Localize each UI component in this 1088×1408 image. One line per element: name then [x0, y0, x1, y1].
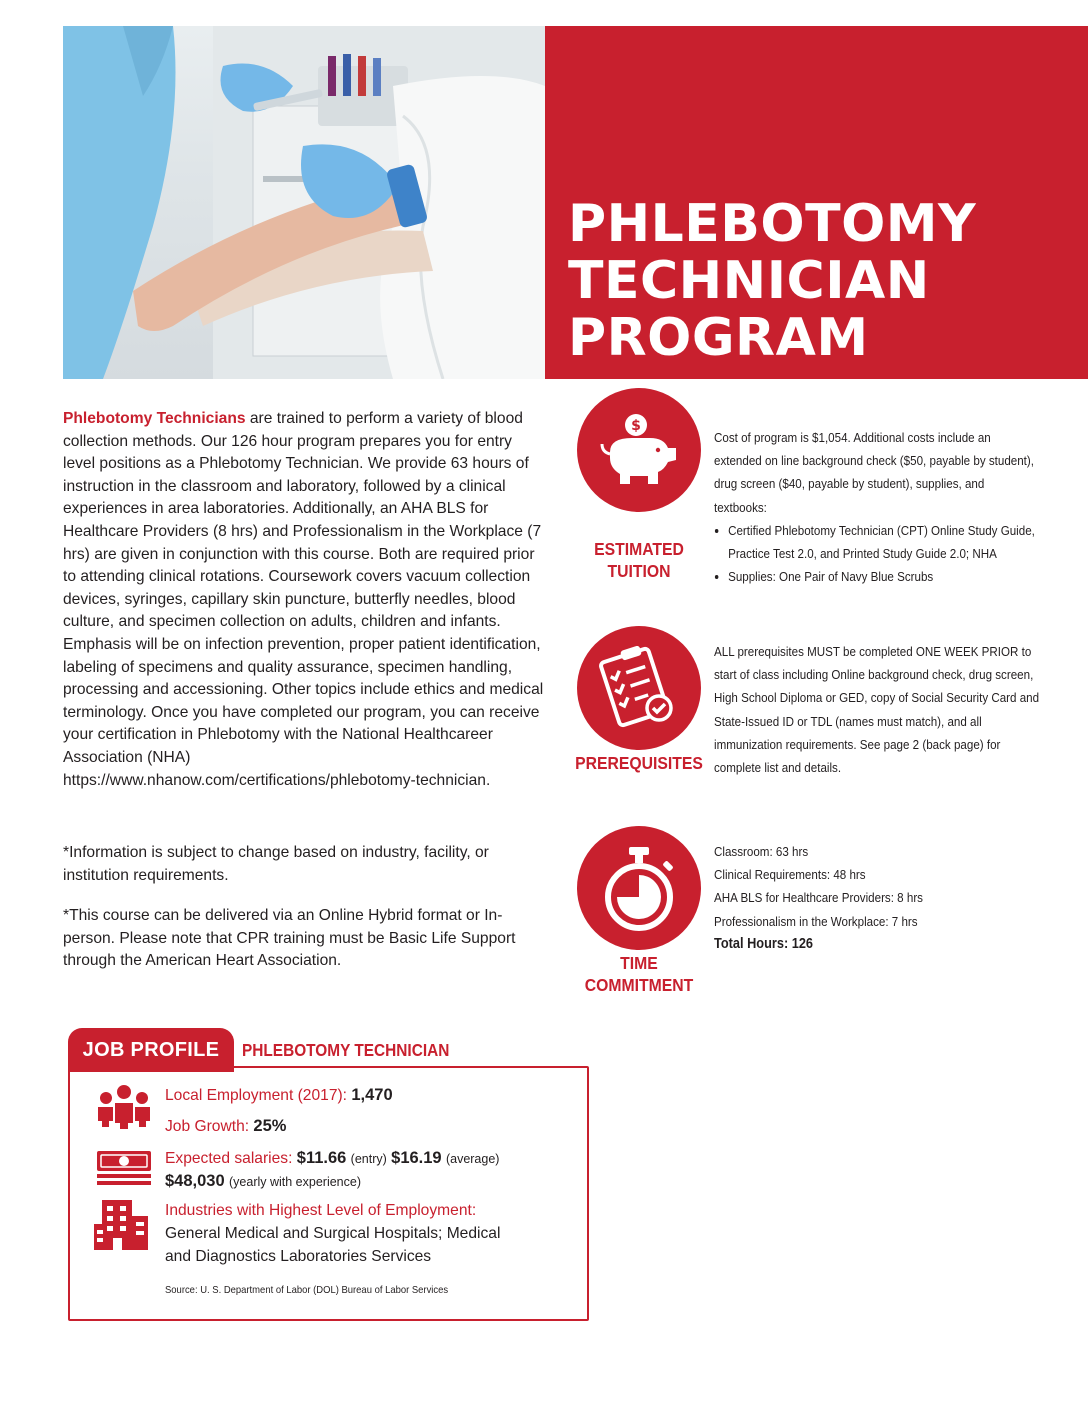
industries-line-1: General Medical and Surgical Hospitals; Medical — [165, 1225, 501, 1242]
intro-paragraph — [63, 408, 545, 792]
title-line-3: PROGRAM — [568, 308, 869, 368]
prerequisites-circle — [577, 626, 701, 750]
tuition-item-scrubs: • Supplies: One Pair of Navy Blue Scrubs — [728, 565, 1040, 588]
salary-line — [165, 1147, 499, 1170]
page-title — [568, 196, 976, 367]
tuition-circle — [577, 388, 701, 512]
svg-text:$: $ — [631, 418, 641, 434]
salary-average: $16.19 — [391, 1149, 442, 1167]
money-stack-icon — [95, 1146, 153, 1192]
employment-value: 1,470 — [351, 1086, 393, 1104]
time-circle — [577, 826, 701, 950]
time-label — [567, 952, 711, 996]
employment-line — [165, 1084, 393, 1107]
growth-label: Job Growth: — [165, 1118, 250, 1135]
title-line-2: TECHNICIAN — [568, 251, 930, 311]
tuition-info — [714, 426, 1040, 588]
time-line-bls: AHA BLS for Healthcare Providers: 8 hrs — [714, 890, 923, 906]
title-line-1: PHLEBOTOMY — [568, 194, 977, 254]
salary-yearly: $48,030 — [165, 1172, 225, 1190]
time-line-professionalism: Professionalism in the Workplace: 7 hrs — [714, 913, 918, 929]
stopwatch-icon — [601, 845, 677, 931]
tuition-item-study-guide: • Certified Phlebotomy Technician (CPT) Online Study Guide, Practice Test 2.0, and Printed Study Guide 2.0; NHA — [728, 519, 1040, 565]
time-line-classroom: Classroom: 63 hrs — [714, 844, 809, 859]
growth-value: 25% — [253, 1117, 287, 1135]
job-profile-subtitle: PHLEBOTOMY TECHNICIAN — [242, 1040, 450, 1060]
building-icon — [92, 1198, 152, 1252]
checklist-clipboard-icon — [599, 646, 679, 730]
job-profile-tab — [68, 1028, 234, 1072]
tuition-label-2: TUITION — [607, 561, 671, 581]
time-line-clinical: Clinical Requirements: 48 hrs — [714, 867, 866, 883]
salary-yearly-line — [165, 1170, 361, 1193]
intro-lead: Phlebotomy Technicians — [63, 410, 246, 427]
prerequisites-info: ALL prerequisites MUST be completed ONE WEEK PRIOR to start of class including Online background check, drug screen, High School Diploma or GED, copy of Social Security Card and State-Issued ID or TDL (names must match), and all immunization requirements. See page 2 (back page) for complete list and details. — [714, 644, 1040, 776]
tuition-label-1: ESTIMATED — [594, 539, 684, 559]
salary-entry-note: (entry) — [350, 1152, 387, 1166]
industries-line-2: and Diagnostics Laboratories Services — [165, 1248, 432, 1265]
job-profile-tab-label: JOB PROFILE — [82, 1038, 220, 1061]
intro-body: are trained to perform a variety of blood collection methods. Our 126 hour program prepares you for entry level positions as a Phlebotomy Technician. We provide 63 hours of instruction in the classroom and laboratory, followed by a clinical experiences in area laboratories. Additionally, an AHA BLS for Healthcare Providers (8 hrs) and Professionalism in the Workplace (7 hrs) are given in conjunction with this course. Both are required prior to attending clinical rotations. Coursework covers vacuum collection devices, syringes, capillary skin puncture, butterfly needles, blood culture, and specimen collection on adults, children and infants. Emphasis will be on infection prevention, proper patient identification, labeling of specimens and quality assurance, specimen handling, processing and accessioning. Other topics include ethics and medical terminology. Once you have completed our program, you can receive your certification in Phlebotomy with the National Healthcareer Association (NHA) https://www.nhanow.com/certifications/phlebotomy-technician. — [63, 410, 544, 789]
prerequisites-label: PREREQUISITES — [575, 753, 703, 773]
source-note: Source: U. S. Department of Labor (DOL) Bureau of Labor Services — [165, 1284, 449, 1296]
salary-label: Expected salaries: — [165, 1150, 293, 1167]
salary-entry: $11.66 — [296, 1149, 347, 1167]
piggy-bank-icon — [596, 412, 682, 488]
salary-yearly-note: (yearly with experience) — [229, 1175, 361, 1189]
delivery-note: *This course can be delivered via an Online Hybrid format or In-person. Please note that CPR training must be Basic Life Support through the American Heart Association. — [63, 907, 516, 970]
employment-label: Local Employment (2017): — [165, 1087, 348, 1104]
time-total: Total Hours: 126 — [714, 935, 814, 952]
time-label-2: COMMITMENT — [584, 975, 694, 995]
tuition-list — [714, 519, 1040, 589]
time-info — [714, 840, 1040, 956]
photo-illustration — [63, 26, 545, 379]
tuition-label — [567, 538, 711, 582]
tuition-text: Cost of program is $1,054. Additional costs include an extended on line background check ($50, payable by student), drug screen ($40, payable by student), supplies, and textbooks: — [714, 430, 1035, 515]
industries-label: Industries with Highest Level of Employment: — [165, 1202, 477, 1219]
salary-average-note: (average) — [445, 1152, 500, 1166]
header-photo — [63, 26, 545, 379]
time-label-1: TIME — [620, 953, 658, 973]
growth-line — [165, 1115, 286, 1138]
people-group-icon — [95, 1083, 153, 1129]
disclaimer-note: *Information is subject to change based on industry, facility, or institution requirements. — [63, 844, 489, 884]
